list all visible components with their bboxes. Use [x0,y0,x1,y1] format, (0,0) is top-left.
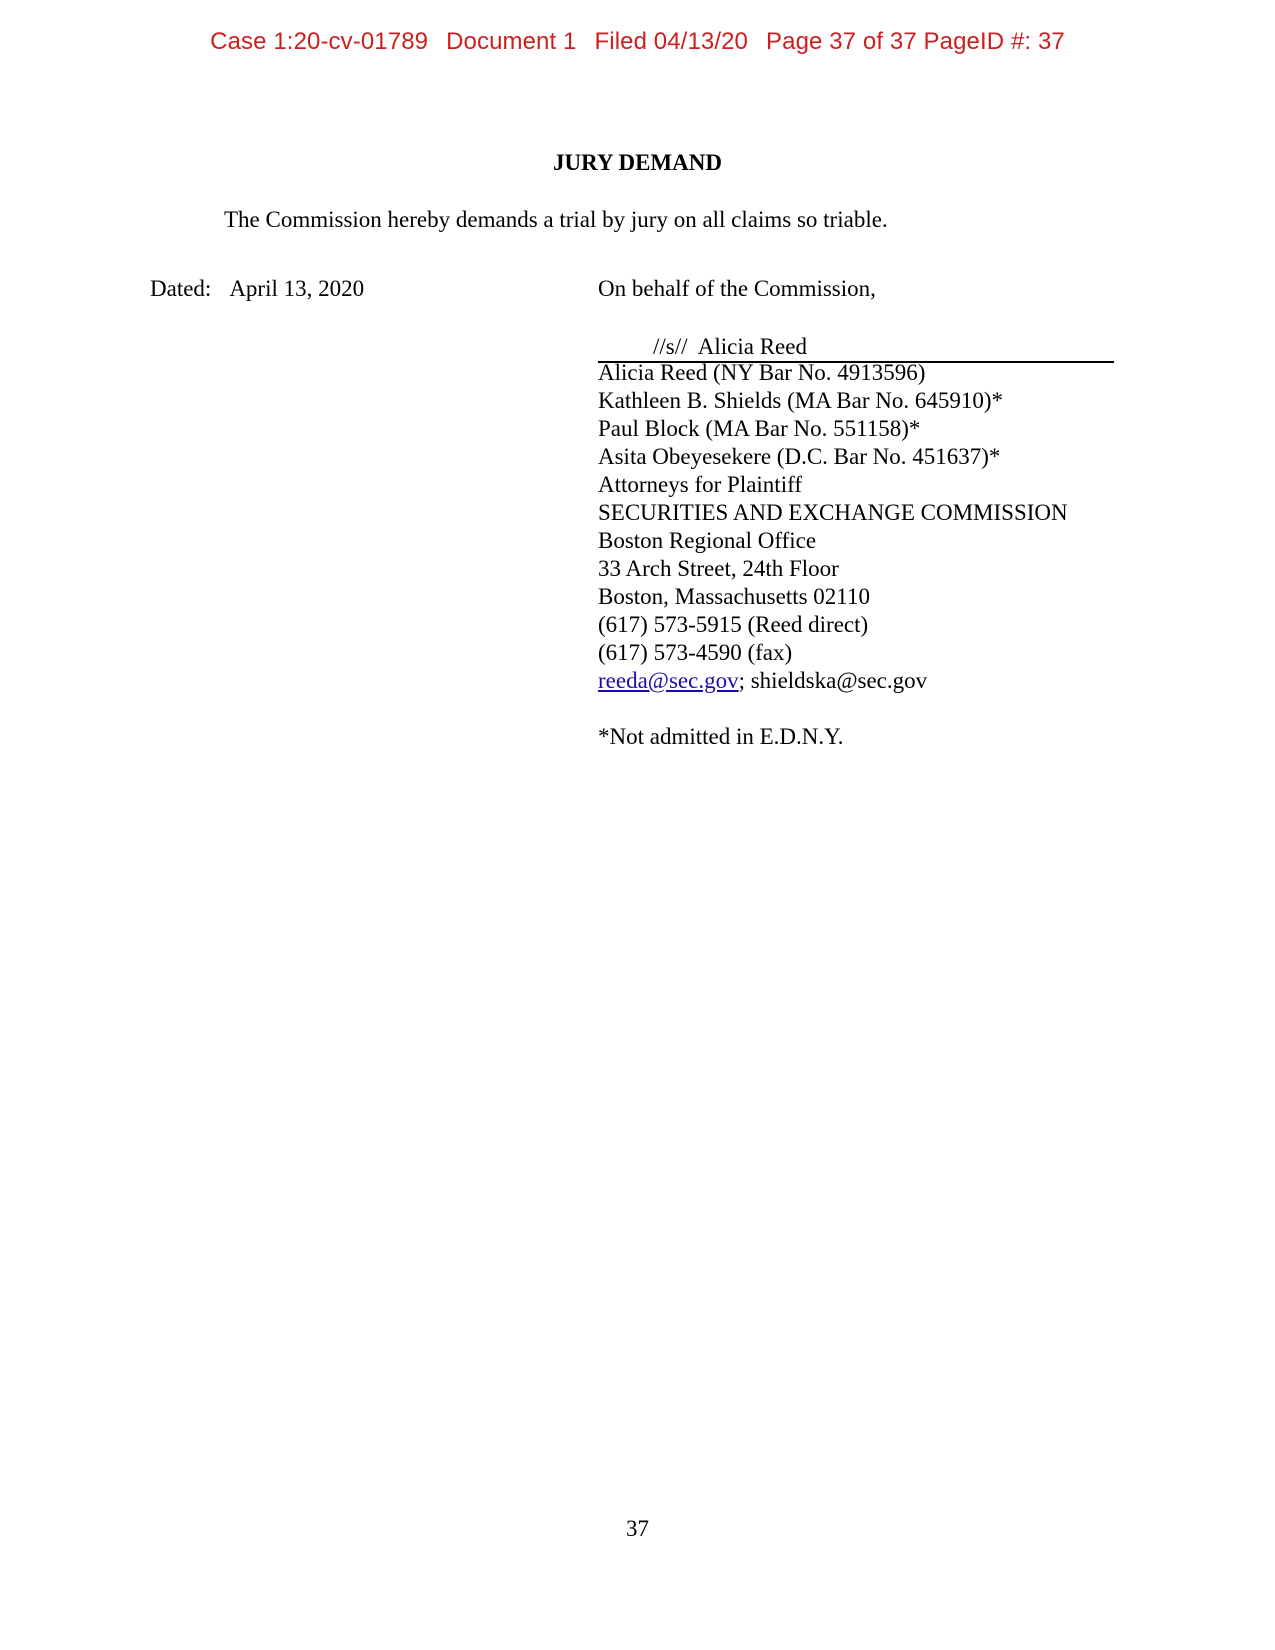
email-line [598,668,927,694]
attorney-line: Alicia Reed (NY Bar No. 4913596) [598,360,926,385]
attorney-line: Kathleen B. Shields (MA Bar No. 645910)* [598,388,1004,413]
admission-note: *Not admitted in E.D.N.Y. [598,724,844,749]
jury-demand-paragraph: The Commission hereby demands a trial by jury on all claims so triable. [224,207,888,232]
email-link[interactable]: reeda@sec.gov [598,668,739,693]
case-number: Case 1:20-cv-01789 [210,28,429,55]
email-rest: ; shieldska@sec.gov [738,668,928,693]
attorney-line: Asita Obeyesekere (D.C. Bar No. 451637)* [598,444,1001,469]
agency-name-line: SECURITIES AND EXCHANGE COMMISSION [598,500,1068,525]
section-heading: JURY DEMAND [553,150,722,175]
signature-text: //s// Alicia Reed [653,334,807,359]
attorney-line: Paul Block (MA Bar No. 551158)* [598,416,921,441]
page-id: Page 37 of 37 PageID #: 37 [766,28,1065,55]
dated-label: Dated: [150,276,212,301]
signature-line [598,334,1114,363]
address-line: 33 Arch Street, 24th Floor [598,556,839,581]
dated-value: April 13, 2020 [229,276,365,301]
filed-date: Filed 04/13/20 [594,28,749,55]
attorney-role-line: Attorneys for Plaintiff [598,472,802,497]
fax-line: (617) 573-4590 (fax) [598,640,793,665]
document-number: Document 1 [446,28,577,55]
city-line: Boston, Massachusetts 02110 [598,584,870,609]
page-number: 37 [626,1516,649,1541]
dated-line [150,276,364,302]
phone-line: (617) 573-5915 (Reed direct) [598,612,869,637]
on-behalf-line: On behalf of the Commission, [598,276,876,301]
case-header-stamp [0,28,1275,56]
office-line: Boston Regional Office [598,528,817,553]
